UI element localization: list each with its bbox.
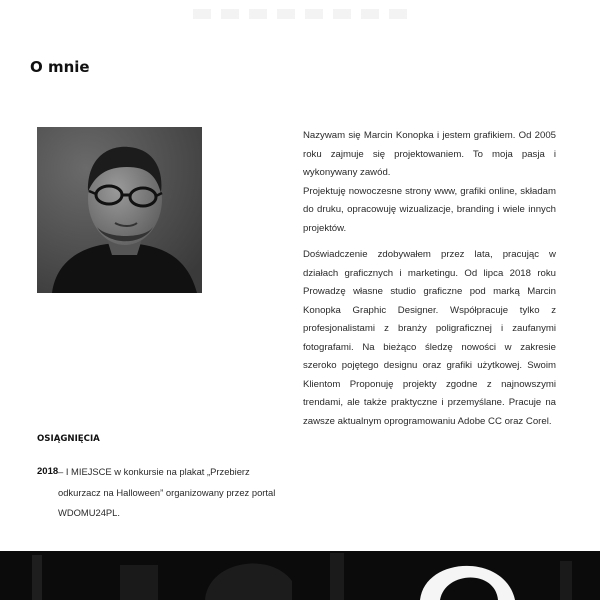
faded-nav-mark bbox=[305, 9, 323, 19]
page-title: O mnie bbox=[30, 58, 90, 76]
faded-nav-mark bbox=[193, 9, 211, 19]
portrait-photo bbox=[37, 127, 202, 293]
achievements-heading: OSIĄGNIĘCIA bbox=[37, 434, 100, 444]
bio-line: Nazywam się Marcin Konopka i jestem grafikiem. Od 2005 roku zajmuje się projektowaniem. To moja pasja i wykonywany zawód. bbox=[303, 130, 556, 178]
bio-paragraph: Doświadczenie zdobywałem przez lata, pracując w działach graficznych i marketingu. Od lipca 2018 roku Prowadzę własne studio graficzne pod marką Marcin Konopka Graphic Designer. Współpracuje tylko z profesjonalistami z branży poligraficznej i zaufanymi fotografami. Na bieżąco śledzę nowości w zakresie szeroko pojętego designu oraz grafiki użytkowej. Swoim Klientom Proponuję projekty zgodne z najnowszymi trendami, ale także praktyczne i przemyślane. Pracuje na zawsze aktualnym oprogramowaniu Adobe CC oraz Corel. bbox=[303, 249, 556, 427]
footer-band bbox=[0, 551, 600, 600]
faded-nav-mark bbox=[389, 9, 407, 19]
faded-nav-mark bbox=[333, 9, 351, 19]
faded-nav-mark bbox=[221, 9, 239, 19]
footer-decor-icon bbox=[0, 551, 600, 600]
bio-line: Projektuję nowoczesne strony www, grafiki online, składam do druku, opracowuję wizualizacje, branding i wiele innych projektów. bbox=[303, 185, 556, 234]
person-photo-icon bbox=[37, 127, 202, 293]
achievement-text: – I MIEJSCE w konkursie na plakat „Przebierz odkurzacz na Halloween” organizowany przez portal WDOMU24PL. bbox=[58, 466, 276, 518]
top-nav-faded bbox=[0, 0, 600, 28]
faded-nav-mark bbox=[249, 9, 267, 19]
achievement-year: 2018 bbox=[37, 466, 59, 477]
bio-paragraph bbox=[303, 127, 556, 238]
bio-text bbox=[303, 127, 556, 439]
faded-nav-mark bbox=[361, 9, 379, 19]
faded-nav-mark bbox=[277, 9, 295, 19]
